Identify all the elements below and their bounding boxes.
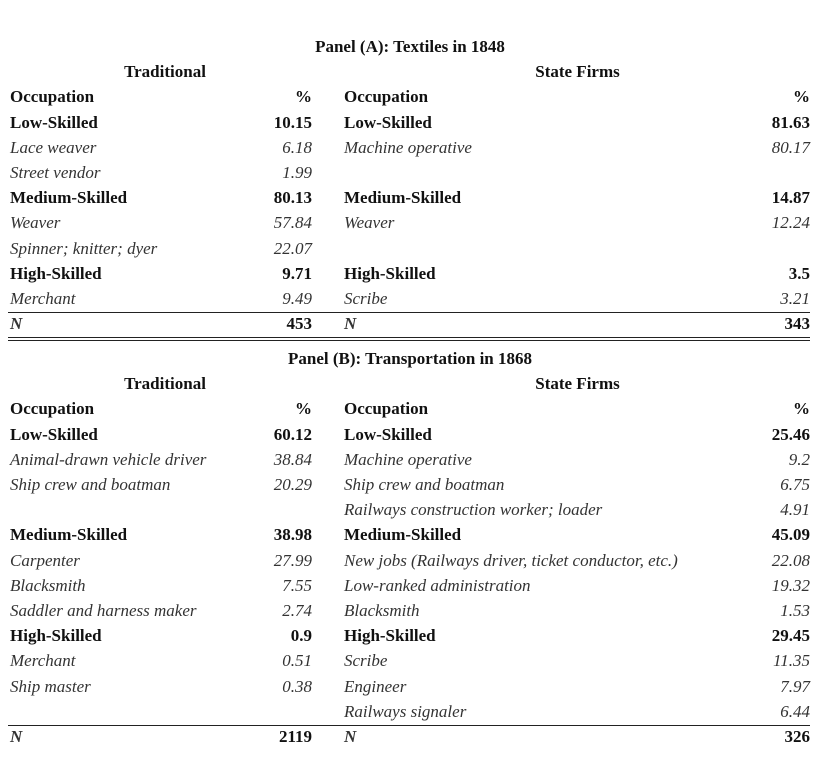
n-right-value: 326: [784, 727, 810, 746]
left-percent-cell: 22.07: [273, 238, 312, 258]
left-percent-cell: 80.13: [273, 188, 312, 208]
left-percent-cell: 38.84: [273, 449, 312, 469]
right-percent-cell: 3.21: [780, 289, 810, 308]
right-occupation-cell: Scribe: [344, 651, 388, 671]
right-col-percent-header: %: [793, 87, 810, 107]
left-col-percent-header: %: [295, 399, 312, 419]
right-percent-cell: 45.09: [771, 525, 810, 545]
left-percent-cell: 10.15: [273, 112, 312, 132]
right-percent-cell: 25.46: [771, 424, 810, 444]
left-col-percent-header: %: [295, 87, 312, 107]
left-percent-cell: 9.71: [282, 263, 312, 283]
left-percent-cell: 9.49: [282, 289, 312, 308]
left-percent-cell: 20.29: [273, 475, 312, 494]
left-percent-cell: 57.84: [273, 213, 312, 233]
left-occupation-cell: Weaver: [10, 213, 61, 233]
left-group-header: Traditional: [124, 62, 206, 82]
right-occupation-cell: Low-Skilled: [344, 424, 432, 444]
n-label-right: N: [344, 727, 357, 746]
left-percent-cell: 2.74: [282, 601, 312, 620]
right-occupation-cell: Low-Skilled: [344, 112, 432, 132]
right-percent-cell: 4.91: [780, 500, 810, 520]
right-occupation-cell: Low-ranked administration: [344, 575, 531, 595]
left-occupation-cell: Carpenter: [10, 550, 80, 570]
right-occupation-cell: New jobs (Railways driver, ticket conductor, etc.): [344, 550, 678, 570]
n-left-value: 2119: [278, 727, 312, 746]
n-label-right: N: [344, 314, 357, 334]
right-occupation-cell: Machine operative: [344, 449, 472, 469]
right-occupation-cell: Medium-Skilled: [344, 188, 462, 208]
left-occupation-cell: Street vendor: [10, 163, 101, 182]
right-percent-cell: 9.2: [788, 449, 810, 469]
left-percent-cell: 7.55: [282, 575, 312, 595]
n-left-value: 453: [286, 314, 312, 334]
right-occupation-cell: Railways construction worker; loader: [344, 500, 603, 520]
double-rule-top: [8, 337, 810, 338]
right-occupation-cell: High-Skilled: [344, 263, 436, 283]
left-occupation-cell: High-Skilled: [10, 626, 102, 646]
left-percent-cell: 27.99: [273, 550, 312, 570]
right-percent-cell: 7.97: [780, 676, 810, 696]
right-percent-cell: 22.08: [771, 550, 810, 570]
left-percent-cell: 1.99: [282, 163, 312, 182]
right-percent-cell: 3.5: [788, 263, 810, 283]
right-percent-cell: 19.32: [771, 575, 810, 595]
total-rule: [8, 312, 810, 313]
right-occupation-cell: Railways signaler: [344, 701, 467, 721]
left-occupation-cell: Spinner; knitter; dyer: [10, 238, 158, 258]
left-occupation-cell: Ship master: [10, 676, 91, 696]
right-col-occupation-header: Occupation: [344, 87, 429, 107]
left-occupation-cell: Medium-Skilled: [10, 525, 128, 545]
left-occupation-cell: Merchant: [10, 289, 76, 308]
right-occupation-cell: Weaver: [344, 213, 395, 233]
left-percent-cell: 6.18: [282, 137, 312, 157]
left-occupation-cell: Saddler and harness maker: [10, 601, 197, 620]
right-percent-cell: 80.17: [771, 137, 810, 157]
right-occupation-cell: High-Skilled: [344, 626, 436, 646]
right-percent-cell: 12.24: [771, 213, 810, 233]
right-percent-cell: 6.75: [780, 475, 810, 494]
right-percent-cell: 11.35: [773, 651, 810, 671]
right-percent-cell: 1.53: [780, 601, 810, 620]
left-occupation-cell: Medium-Skilled: [10, 188, 128, 208]
right-occupation-cell: Medium-Skilled: [344, 525, 462, 545]
n-label-left: N: [10, 727, 23, 746]
left-percent-cell: 0.38: [282, 676, 312, 696]
left-col-occupation-header: Occupation: [10, 87, 95, 107]
left-occupation-cell: Lace weaver: [10, 137, 97, 157]
right-col-occupation-header: Occupation: [344, 399, 429, 419]
right-group-header: State Firms: [535, 62, 620, 82]
right-occupation-cell: Engineer: [344, 676, 407, 696]
left-percent-cell: 38.98: [273, 525, 312, 545]
n-right-value: 343: [784, 314, 810, 334]
total-rule: [8, 725, 810, 726]
left-occupation-cell: Low-Skilled: [10, 112, 98, 132]
left-occupation-cell: Blacksmith: [10, 575, 86, 595]
left-col-occupation-header: Occupation: [10, 399, 95, 419]
left-occupation-cell: Merchant: [10, 651, 76, 671]
right-occupation-cell: Scribe: [344, 289, 388, 308]
left-occupation-cell: High-Skilled: [10, 263, 102, 283]
right-percent-cell: 81.63: [771, 112, 810, 132]
right-percent-cell: 14.87: [771, 188, 810, 208]
right-col-percent-header: %: [793, 399, 810, 419]
left-occupation-cell: Ship crew and boatman: [10, 475, 171, 494]
left-occupation-cell: Animal-drawn vehicle driver: [10, 449, 207, 469]
right-occupation-cell: Machine operative: [344, 137, 472, 157]
left-percent-cell: 60.12: [273, 424, 312, 444]
panel-title: Panel (A): Textiles in 1848: [315, 37, 505, 56]
double-rule-bottom: [8, 340, 810, 341]
right-percent-cell: 29.45: [771, 626, 810, 646]
panel-title: Panel (B): Transportation in 1868: [288, 349, 532, 368]
left-percent-cell: 0.51: [282, 651, 312, 671]
left-group-header: Traditional: [124, 374, 206, 394]
right-occupation-cell: Blacksmith: [344, 601, 420, 620]
right-group-header: State Firms: [535, 374, 620, 394]
n-label-left: N: [10, 314, 23, 334]
left-percent-cell: 0.9: [290, 626, 312, 646]
left-occupation-cell: Low-Skilled: [10, 424, 98, 444]
right-occupation-cell: Ship crew and boatman: [344, 475, 505, 494]
right-percent-cell: 6.44: [780, 701, 810, 721]
